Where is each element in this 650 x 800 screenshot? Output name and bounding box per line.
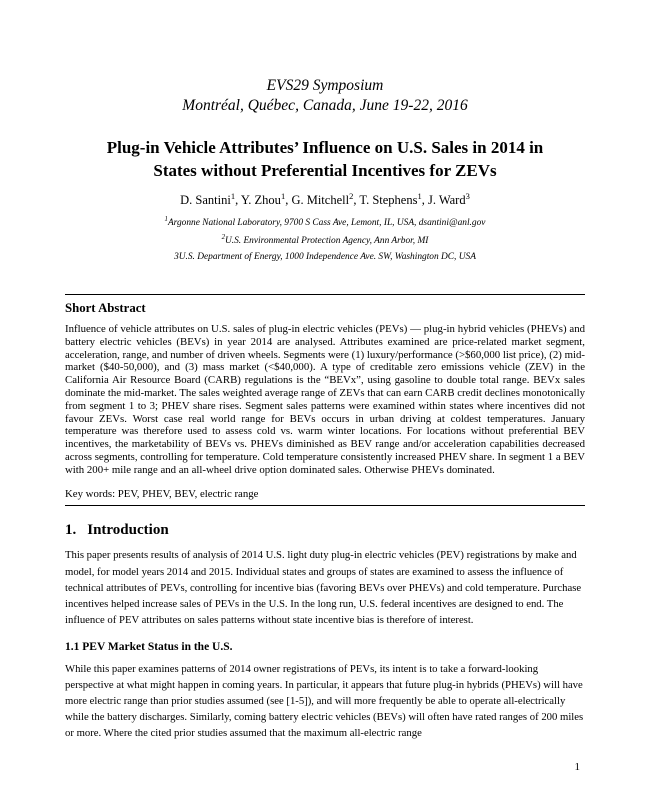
abstract-text: Influence of vehicle attributes on U.S. sales of plug-in electric vehicles (PEVs) — plug-in hybrid vehicles (PHEVs) and battery electric vehicles (BEVs) in year 2014 are analysed. Attributes examined are price-related market segment, acceleration, range, and number of driven wheels. Segments were (1) luxury/performance (>$60,000 list price), (2) mid-market ($40-50,000), and (3) mass market (<$40,000). A type of creditable zero emissions vehicle (ZEV) in the California Air Resource Board (CARB) regulations is the “BEVx”, using gasoline to double total range. BEVx sales dominate the mid-market. The sales weighted average range of ZEVs that can earn CARB credit declines monotonically from segment 1 to 3; PHEV share rises. Segment sales patterns were examined within states where incentives did not favour ZEVs. Worst case real world range for BEVs occurs in urban driving at coldest temperatures. January temperature was therefore used to assess cold vs. warm winter locations. For locations without preferential BEV incentives, the marketability of BEVs vs. PHEVs diminished as BEV range and/or acceleration capabilities decreased across segments, controlling for temperature. Cold temperature consistently increased PHEV share. In segment 1 a BEV with 200+ mile range and an all-wheel drive option dominated sales. Otherwise PHEVs dominated. (65, 323, 585, 476)
affiliation-marker: 3 (174, 251, 179, 262)
intro-paragraph: This paper presents results of analysis of 2014 U.S. light duty plug-in electric vehicles (PEV) registrations by make and model, for model years 2014 and 2015. Individual states and groups of states are examined to assess the influence of technical attributes of PEVs, controlling for incentive bias (favoring BEVs over PHEVs) and cold temperature. Purchase incentives helped increase sales of PEVs in the U.S. In the long run, U.S. federal incentives are designed to end. The influence of PEV attributes on sales patterns without state incentive bias is therefore of interest. (65, 549, 582, 626)
market-status-paragraph: While this paper examines patterns of 2014 owner registrations of PEVs, its intent is to take a forward-looking perspective at what might happen in coming years. In particular, it appears that future plug-in hybrids (PHEVs) will have more electric range than prior studies assumed (see [1-5]), and will more frequently be able to operate all-electrically while the battery discharges. Similarly, coming battery electric vehicles (BEVs) will often have rated ranges of 200 miles or more. Where the cited prior studies assumed that the maximum all-electric range (65, 662, 584, 739)
affiliation-line (65, 214, 585, 231)
section-number: 1. (65, 522, 77, 539)
section-1-heading (65, 522, 585, 539)
affiliation-list (65, 214, 585, 265)
affiliation-marker: 1 (164, 216, 168, 224)
author: D. Santini$^1$, (180, 191, 241, 208)
author: J. Ward$^3$ (427, 191, 470, 208)
affiliation-line (65, 249, 585, 265)
affiliation-marker: 2 (221, 233, 225, 241)
author-affiliation-marker: 1 (280, 191, 286, 202)
abstract-heading: Short Abstract (65, 301, 146, 316)
page-number: 1 (574, 761, 580, 773)
conference-name: EVS29 Symposium (266, 77, 384, 94)
keywords-line: Key words: PEV, PHEV, BEV, electric range (65, 488, 259, 501)
conference-location-date: Montréal, Québec, Canada, June 19-22, 2016 (182, 97, 468, 115)
author: T. Stephens$^1$, (359, 191, 428, 208)
subsection-1-1-heading: 1.1 PEV Market Status in the U.S. (65, 640, 233, 653)
paper-title (65, 137, 585, 182)
section-title: Introduction (87, 522, 169, 539)
author: G. Mitchell$^2$, (291, 191, 360, 208)
author-affiliation-marker: 3 (465, 191, 470, 202)
author-affiliation-marker: 1 (417, 191, 422, 202)
author-affiliation-marker: 2 (349, 191, 354, 202)
paper-title-line-2: States without Preferential Incentives for ZEVs (153, 160, 497, 180)
author-list (65, 191, 585, 208)
paper-title-line-1: Plug-in Vehicle Attributes’ Influence on U.S. Sales in 2014 in (106, 138, 544, 158)
affiliation-text: U.S. Environmental Protection Agency, Ann Arbor, MI (224, 235, 429, 246)
divider-below-keywords (65, 505, 585, 506)
affiliation-line (65, 232, 585, 249)
author: Y. Zhou$^1$, (240, 191, 292, 208)
conference-header (65, 76, 585, 116)
affiliation-text: U.S. Department of Energy, 1000 Independence Ave. SW, Washington DC, USA (178, 251, 476, 262)
author-affiliation-marker: 1 (230, 191, 236, 202)
divider-above-abstract (65, 294, 585, 295)
affiliation-text: Argonne National Laboratory, 9700 S Cass Ave, Lemont, IL, USA, dsantini@anl.gov (167, 218, 486, 229)
